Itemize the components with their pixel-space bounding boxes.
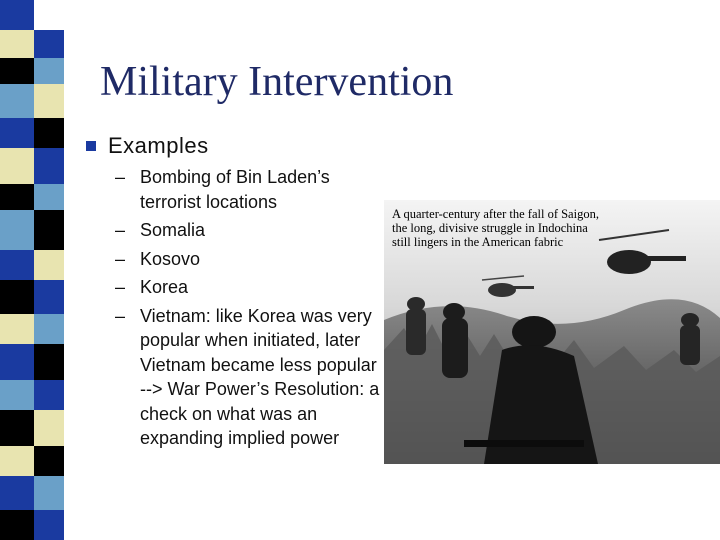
decorative-stripe-bar <box>0 0 64 540</box>
sub-bullet-list <box>115 165 385 455</box>
vietnam-war-photo <box>384 200 720 464</box>
soldier-figure <box>406 297 426 355</box>
slide-title: Military Intervention <box>100 59 454 105</box>
dash-bullet: – <box>115 220 126 240</box>
list-item <box>115 304 385 451</box>
list-item-text: Somalia <box>140 220 206 240</box>
list-item <box>115 247 385 272</box>
list-item-text: Vietnam: like Korea was very popular when initiated, later Vietnam became less popular --> War Power’s Resolution: a check on what was an expanding implied power <box>140 305 380 448</box>
photo-caption-line-1: A quarter-century after the fall of Saigon, <box>392 207 599 221</box>
list-item-text: Bombing of Bin Laden’s terrorist locations <box>140 167 330 212</box>
photo-caption-line-2: the long, divisive struggle in Indochina <box>392 221 588 235</box>
list-item <box>115 165 385 214</box>
soldier-figure <box>680 313 700 365</box>
dash-bullet: – <box>115 248 126 269</box>
photo-caption-line-3: still lingers in the American fabric <box>392 235 564 249</box>
list-item <box>115 218 385 243</box>
bullet-examples <box>86 133 209 159</box>
bullet-square-icon <box>86 141 96 151</box>
list-item <box>115 275 385 300</box>
bullet-examples-label: Examples <box>108 133 209 158</box>
dash-bullet: – <box>115 305 126 326</box>
photo-illustration <box>384 200 720 464</box>
list-item-text: Korea <box>140 277 189 297</box>
soldier-figure <box>442 303 468 378</box>
list-item-text: Kosovo <box>140 248 201 269</box>
dash-bullet: – <box>115 277 126 297</box>
dash-bullet: – <box>115 167 126 187</box>
